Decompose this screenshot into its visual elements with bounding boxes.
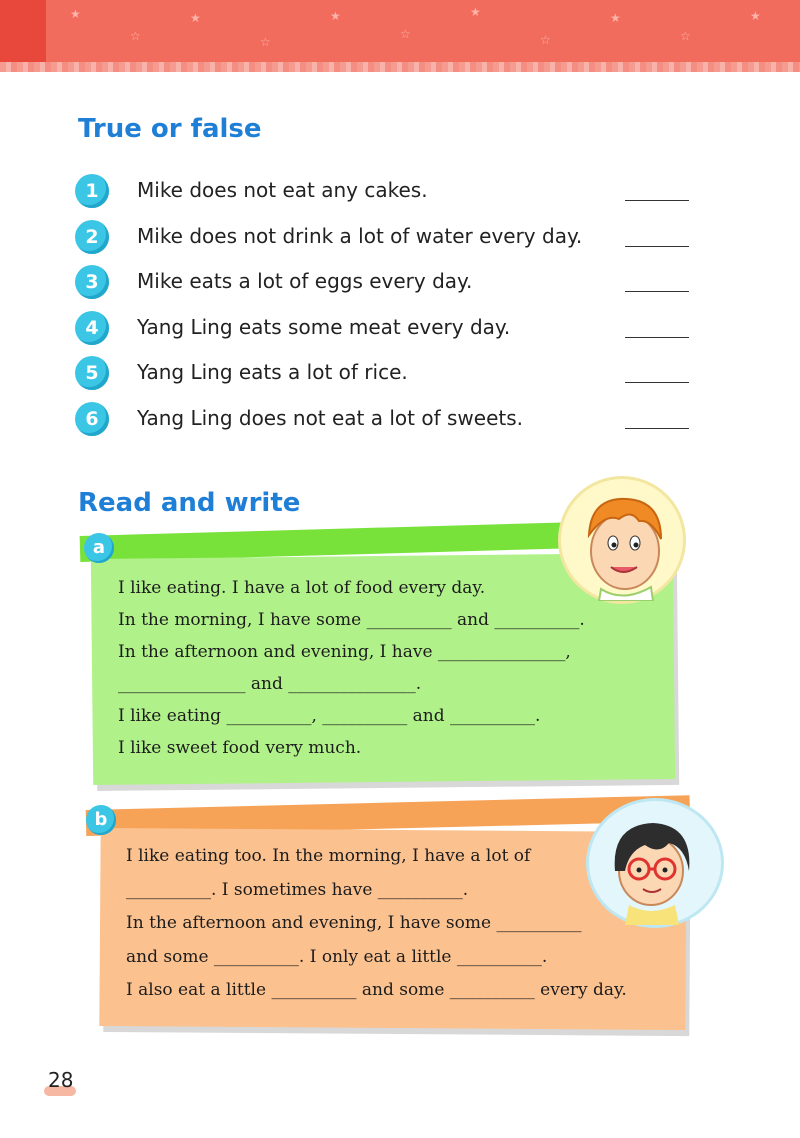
item-number-badge: 4 <box>75 311 109 345</box>
statement-text: Mike does not drink a lot of water every day. <box>137 224 583 248</box>
part-b-badge: b <box>86 805 116 835</box>
star-icon: ☆ <box>130 29 141 43</box>
answer-blank[interactable] <box>625 291 689 292</box>
passage-line: In the morning, I have some __________ and __________. <box>118 610 585 630</box>
passage-line: __________. I sometimes have __________. <box>126 879 469 900</box>
item-number-badge: 2 <box>75 220 109 254</box>
true-false-item <box>75 354 695 392</box>
true-false-item <box>75 172 695 210</box>
item-number-badge: 5 <box>75 356 109 390</box>
item-number-badge: 6 <box>75 402 109 436</box>
statement-text: Yang Ling eats a lot of rice. <box>137 360 408 384</box>
banner-torn-edge <box>0 62 800 72</box>
passage-line: and some __________. I only eat a little __________. <box>126 946 548 967</box>
mike-avatar <box>558 476 686 604</box>
answer-blank[interactable] <box>625 337 689 338</box>
passage-line: In the afternoon and evening, I have some __________ <box>126 913 582 933</box>
answer-blank[interactable] <box>625 382 689 383</box>
statement-text: Yang Ling eats some meat every day. <box>137 315 511 339</box>
passage-line: I like eating __________, __________ and __________. <box>118 706 541 726</box>
page-number: 28 <box>48 1068 74 1092</box>
read-write-title: Read and write <box>78 488 301 518</box>
answer-blank[interactable] <box>625 200 689 201</box>
star-icon: ☆ <box>400 27 411 41</box>
boy-face-icon <box>561 479 683 601</box>
true-false-item <box>75 400 695 438</box>
passage-line: I like eating too. In the morning, I have a lot of <box>126 846 531 866</box>
true-false-title: True or false <box>78 114 262 144</box>
star-icon: ★ <box>750 9 761 23</box>
star-icon: ★ <box>610 11 621 25</box>
star-icon: ★ <box>70 7 81 21</box>
passage-line: I also eat a little __________ and some __________ every day. <box>126 980 627 1000</box>
star-icon: ★ <box>330 9 341 23</box>
statement-text: Yang Ling does not eat a lot of sweets. <box>137 406 524 430</box>
item-number-badge: 3 <box>75 265 109 299</box>
part-a-badge: a <box>84 533 114 563</box>
star-icon: ★ <box>470 5 481 19</box>
passage-line: I like eating. I have a lot of food every day. <box>118 578 486 598</box>
star-icon: ☆ <box>540 33 551 47</box>
passage-line: _______________ and _______________. <box>118 674 422 694</box>
item-number-badge: 1 <box>75 174 109 208</box>
yang-ling-avatar <box>586 798 724 928</box>
passage-line: In the afternoon and evening, I have _______________, <box>118 642 571 662</box>
statement-text: Mike eats a lot of eggs every day. <box>137 269 473 293</box>
true-false-item <box>75 263 695 301</box>
star-icon: ★ <box>190 11 201 25</box>
girl-face-icon <box>589 801 721 925</box>
top-banner <box>0 0 800 72</box>
answer-blank[interactable] <box>625 246 689 247</box>
answer-blank[interactable] <box>625 428 689 429</box>
true-false-item <box>75 309 695 347</box>
true-false-item <box>75 218 695 256</box>
star-icon: ☆ <box>680 29 691 43</box>
star-icon: ☆ <box>260 35 271 49</box>
statement-text: Mike does not eat any cakes. <box>137 178 428 202</box>
passage-line: I like sweet food very much. <box>118 738 362 758</box>
